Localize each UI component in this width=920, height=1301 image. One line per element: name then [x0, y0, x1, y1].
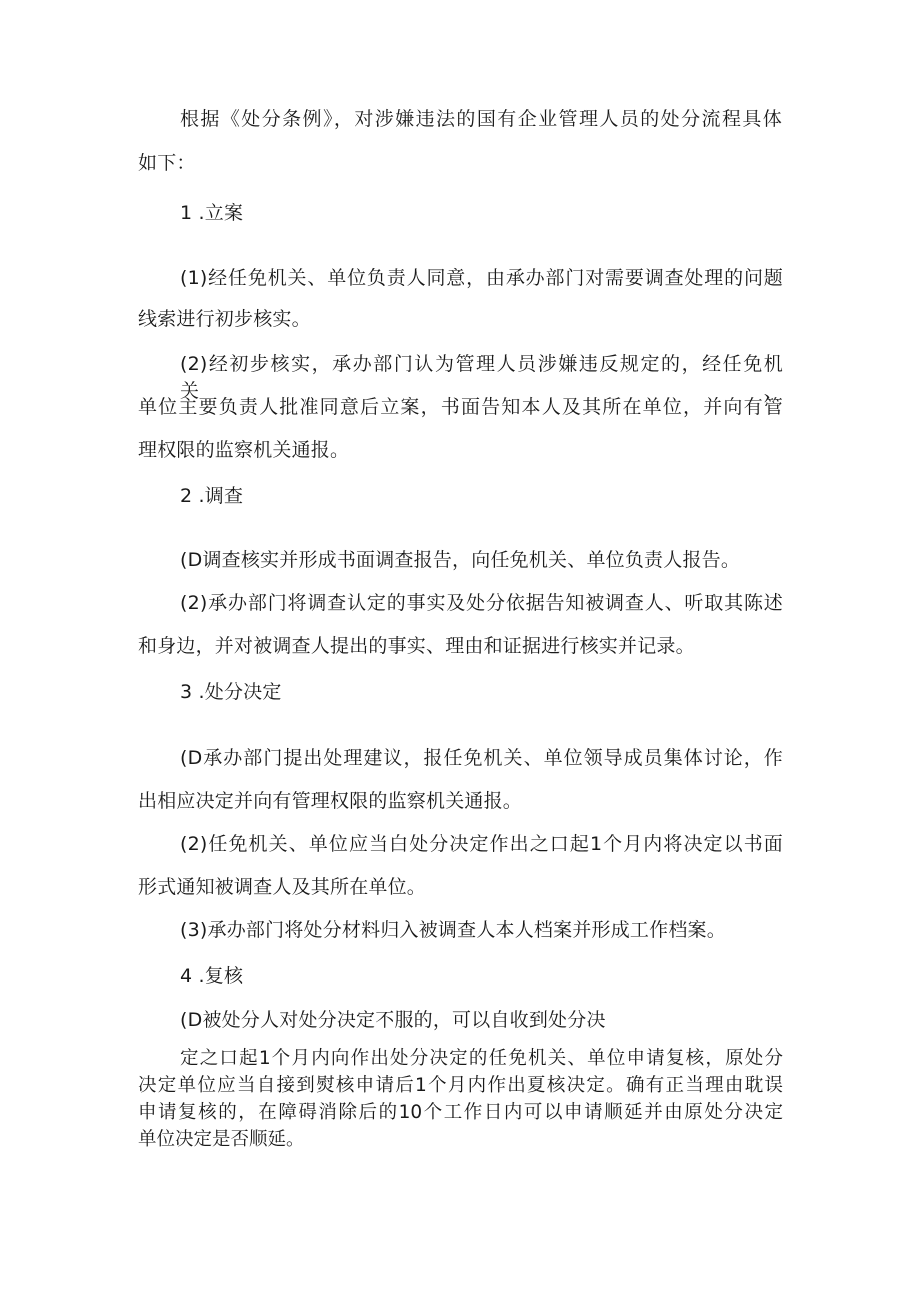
section-1-para-2-line-1: (2)经初步核实，承办部门认为管理人员涉嫌违反规定的，经任免机关、	[180, 353, 783, 402]
section-1-para-2-line-2: 单位主要负责人批准同意后立案，书面告知本人及其所在单位，并向有管	[138, 396, 783, 418]
section-3-para-2-line-1: (2)任免机关、单位应当白处分决定作出之口起1个月内将决定以书面	[180, 833, 783, 855]
section-4-para-1-line-1: (D被处分人对处分决定不服的，可以自收到处分决	[180, 1009, 606, 1031]
section-2-heading: 2 .调查	[180, 485, 244, 507]
section-4-para-2-line-3: 申请复核的，在障碍消除后的10个工作日内可以申请顺延并由原处分决定	[138, 1102, 783, 1123]
intro-line-2: 如下：	[138, 152, 196, 174]
section-3-para-1-line-1: (D承办部门提出处理建议，报任免机关、单位领导成员集体讨论，作	[180, 747, 783, 769]
section-1-para-1-line-1: (1)经任免机关、单位负责人同意，由承办部门对需要调查处理的问题	[180, 267, 783, 289]
section-3-para-1-line-2: 出相应决定并向有管理权限的监察机关通报。	[138, 790, 523, 812]
section-2-para-2-line-1: (2)承办部门将调查认定的事实及处分依据告知被调查人、听取其陈述	[180, 592, 783, 614]
section-3-para-2-line-2: 形式通知被调查人及其所在单位。	[138, 876, 427, 898]
section-2-para-2-line-2: 和身边，并对被调查人提出的事实、理由和证据进行核实并记录。	[138, 635, 695, 657]
section-1-para-1-line-2: 线索进行初步核实。	[138, 308, 311, 330]
section-4-heading: 4 .复核	[180, 965, 244, 987]
section-3-heading: 3 .处分决定	[180, 681, 282, 703]
section-4-para-2-line-2: 决定单位应当自接到熨核申请后1个月内作出夏核决定。确有正当理由耽误	[138, 1075, 783, 1096]
intro-line-1: 根据《处分条例》，对涉嫌违法的国有企业管理人员的处分流程具体	[180, 108, 782, 130]
section-1-heading: 1 .立案	[180, 202, 244, 224]
section-1-para-2-line-3: 理权限的监察机关通报。	[138, 439, 350, 461]
section-4-para-2-line-1: 定之口起1个月内向作出处分决定的任免机关、单位申请复核，原处分	[180, 1048, 783, 1069]
section-2-para-1-line-1: (D调查核实并形成书面调查报告，向任免机关、单位负责人报告。	[180, 549, 741, 571]
section-3-para-3-line-1: (3)承办部门将处分材料归入被调查人本人档案并形成工作档案。	[180, 919, 726, 941]
section-4-para-2-line-4: 单位决定是否顺延。	[138, 1129, 305, 1150]
